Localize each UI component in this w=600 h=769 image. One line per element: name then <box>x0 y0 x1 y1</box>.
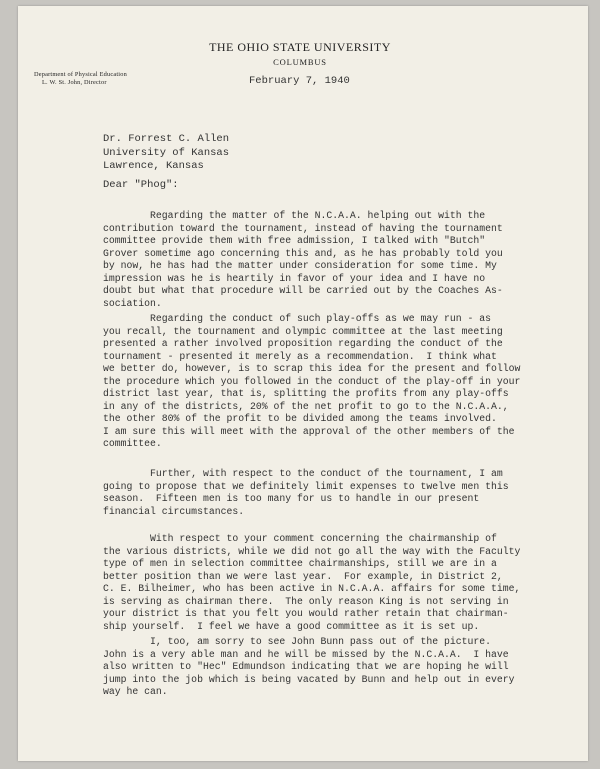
body-line: the procedure which you followed in the conduct of the play-off in your <box>103 375 521 387</box>
body-line: Regarding the matter of the N.C.A.A. helping out with the <box>103 210 486 221</box>
director-name: L. W. St. John, Director <box>42 79 107 86</box>
body-line: impression was he is heartily in favor of your idea and I have no <box>103 272 486 284</box>
body-line: sociation. <box>103 297 162 309</box>
body-line: also written to "Hec" Edmundson indicating that we are hoping he will <box>103 661 509 672</box>
body-line: Regarding the conduct of such play-offs as we may run - as <box>103 313 492 324</box>
salutation: Dear "Phog": <box>103 179 179 191</box>
body-line: John is a very able man and he will be missed by the N.C.A.A. I have <box>103 648 509 660</box>
body-line: we better do, however, is to scrap this idea for the present and follow <box>103 363 521 374</box>
city-name: COLUMBUS <box>273 57 327 67</box>
address-line: Lawrence, Kansas <box>103 160 204 172</box>
body-line: is serving as chairman there. The only reason King is not serving in <box>103 595 509 607</box>
body-line: type of men in selection committee chairmanships, still we are in a <box>103 558 497 569</box>
body-line: Grover sometime ago concerning this and, as he has probably told you <box>103 247 503 259</box>
paragraph-2 <box>103 313 520 451</box>
body-line: committee. <box>103 438 162 449</box>
body-line: you recall, the tournament and olympic committee at the last meeting <box>103 325 503 337</box>
body-line: doubt but what that procedure will be carried out by the Coaches As- <box>103 285 503 296</box>
body-line: financial circumstances. <box>103 505 245 517</box>
recipient-address <box>103 133 229 174</box>
body-line: contribution toward the tournament, instead of having the tournament <box>103 222 503 234</box>
body-line: going to propose that we definitely limit expenses to twelve men this <box>103 480 509 492</box>
paragraph-4 <box>103 533 520 633</box>
body-line: C. E. Bilheimer, who has been active in N.C.A.A. affairs for some time, <box>103 583 521 594</box>
body-line: the other 80% of the profit to be divided among the teams involved. <box>103 413 497 424</box>
body-line: tournament - presented it merely as a recommendation. I think what <box>103 350 497 362</box>
body-line: I, too, am sorry to see John Bunn pass out of the picture. <box>103 636 492 647</box>
body-line: better position than we were last year. For example, in District 2, <box>103 570 503 582</box>
letter-date: February 7, 1940 <box>249 75 350 87</box>
body-line: the various districts, while we did not go all the way with the Faculty <box>103 545 521 557</box>
department-heading <box>34 71 127 87</box>
university-name: THE OHIO STATE UNIVERSITY <box>209 40 391 54</box>
paragraph-3 <box>103 468 509 518</box>
body-line: I am sure this will meet with the approval of the other members of the <box>103 425 515 437</box>
body-line: With respect to your comment concerning the chairmanship of <box>103 533 497 544</box>
paragraph-5 <box>103 636 515 699</box>
body-line: your district is that you felt you would rather retain that chairman- <box>103 608 509 619</box>
body-line: district last year, that is, splitting the profits from any play-offs <box>103 388 509 399</box>
body-line: presented a rather involved proposition regarding the conduct of the <box>103 338 503 349</box>
body-line: in any of the districts, 20% of the net profit to go to the N.C.A.A., <box>103 400 509 412</box>
paragraph-1 <box>103 210 503 310</box>
body-line: committee provide them with free admission, I talked with "Butch" <box>103 235 486 246</box>
body-line: by now, he has had the matter under consideration for some time. My <box>103 260 497 271</box>
body-line: ship yourself. I feel we have a good committee as it is set up. <box>103 620 480 632</box>
body-line: season. Fifteen men is too many for us to handle in our present <box>103 493 480 504</box>
body-line: jump into the job which is being vacated by Bunn and help out in every <box>103 673 515 685</box>
body-line: way he can. <box>103 686 168 697</box>
address-line: University of Kansas <box>103 146 230 159</box>
address-line: Dr. Forrest C. Allen <box>103 133 230 145</box>
department-name: Department of Physical Education <box>34 71 127 78</box>
body-line: Further, with respect to the conduct of the tournament, I am <box>103 468 503 479</box>
